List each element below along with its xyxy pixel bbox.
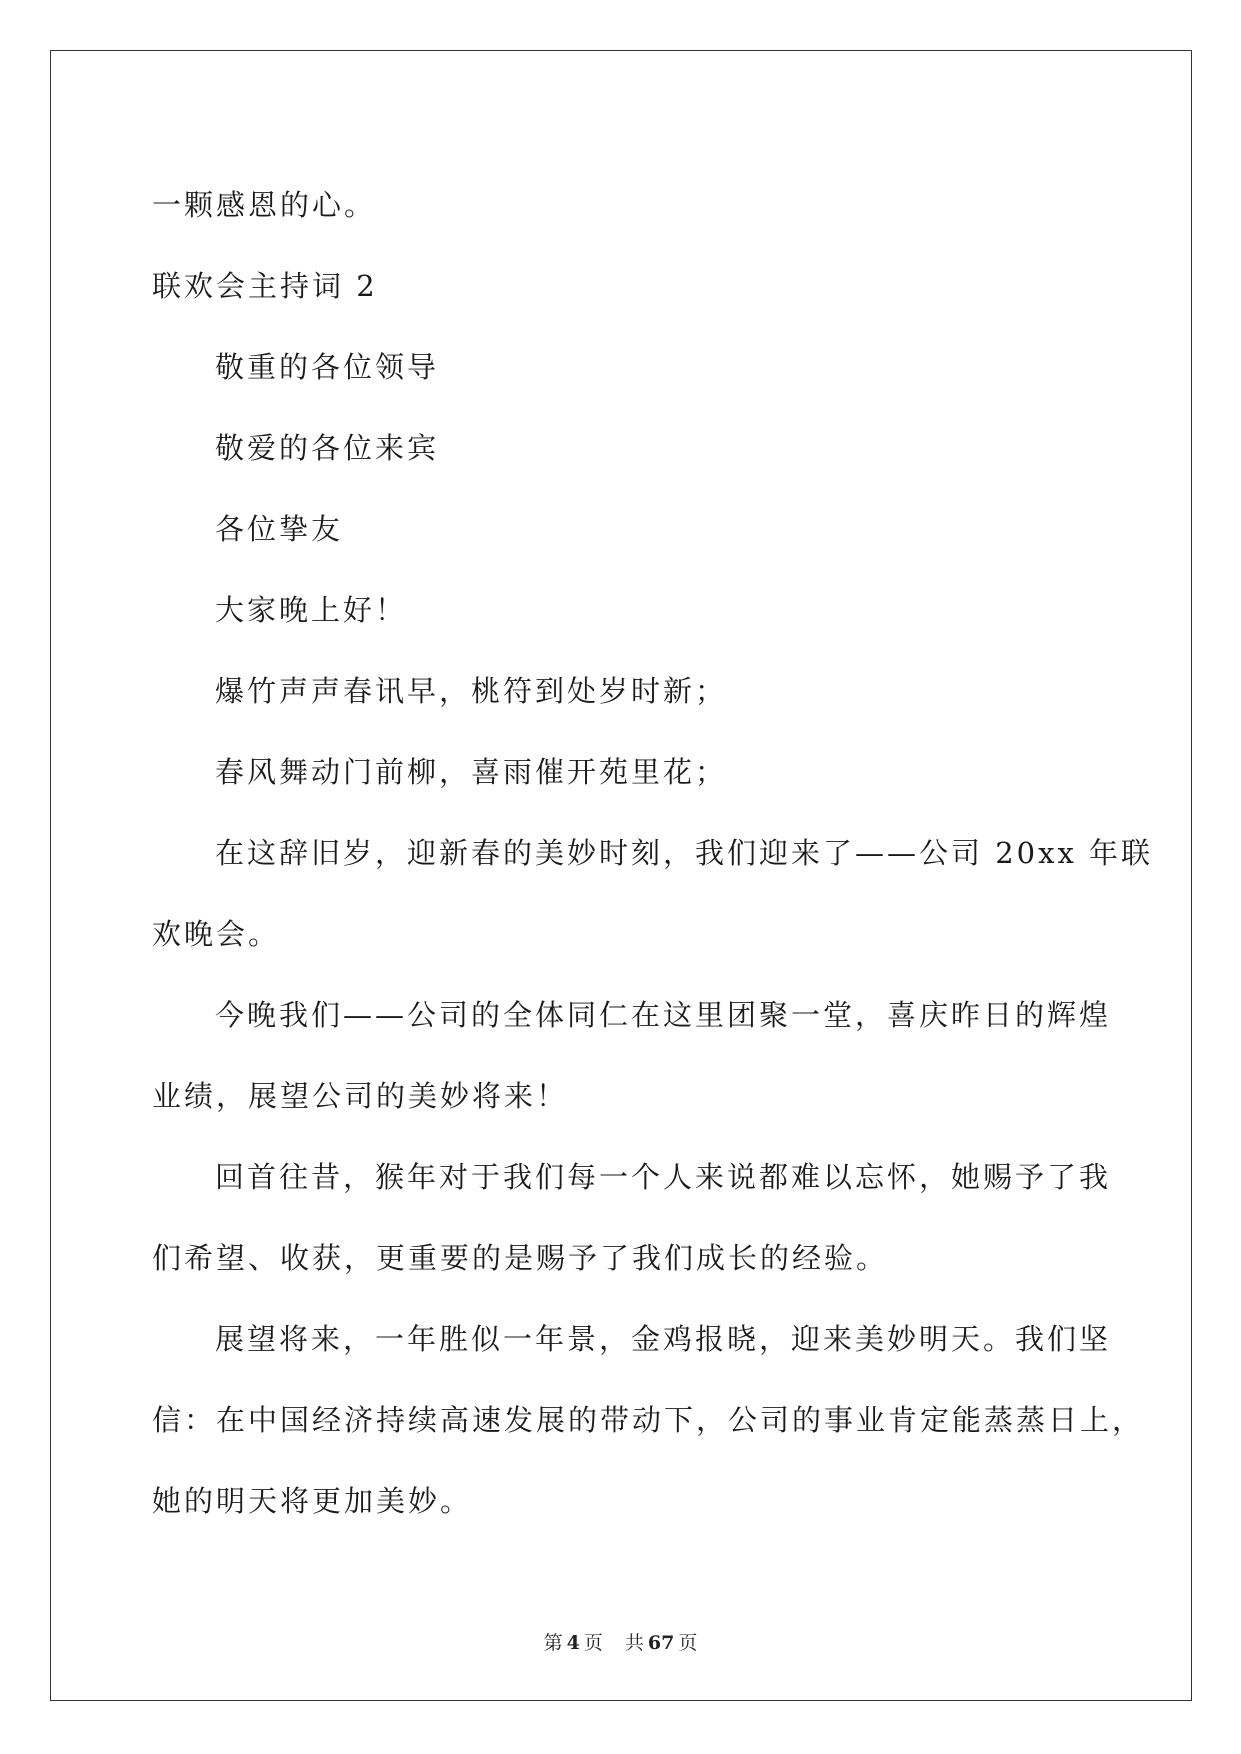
text-line: 回首往昔，猴年对于我们每一个人来说都难以忘怀，她赐予了我 [215, 1160, 1112, 1194]
text-line: 爆竹声声春讯早，桃符到处岁时新； [215, 674, 728, 708]
total-pages: 67 [647, 1632, 675, 1654]
document-body [152, 165, 1154, 1542]
page-footer [0, 1628, 1241, 1655]
text-line: 欢晚会。 [152, 917, 281, 951]
text-line: 展望将来，一年胜似一年景，金鸡报晓，迎来美妙明天。我们坚 [215, 1322, 1112, 1356]
text-line: 今晚我们——公司的全体同仁在这里团聚一堂，喜庆昨日的辉煌 [215, 998, 1112, 1032]
section-heading: 联欢会主持词 2 [152, 269, 378, 303]
text-line: 敬爱的各位来宾 [215, 431, 440, 465]
total-prefix: 共 [624, 1632, 644, 1654]
text-line: 们希望、收获，更重要的是赐予了我们成长的经验。 [152, 1241, 889, 1275]
text-line: 大家晚上好！ [215, 593, 408, 627]
page-number: 4 [566, 1632, 580, 1654]
text-line: 春风舞动门前柳，喜雨催开苑里花； [215, 755, 728, 789]
total-suffix: 页 [678, 1632, 698, 1654]
page-prefix: 第 [543, 1632, 563, 1654]
text-line: 在这辞旧岁，迎新春的美妙时刻，我们迎来了——公司 20xx 年联 [215, 836, 1154, 870]
text-line: 信：在中国经济持续高速发展的带动下，公司的事业肯定能蒸蒸日上， [152, 1403, 1145, 1437]
text-line: 敬重的各位领导 [215, 350, 440, 384]
text-line: 一颗感恩的心。 [152, 188, 377, 222]
text-line: 各位挚友 [215, 512, 344, 546]
text-line: 她的明天将更加美妙。 [152, 1484, 473, 1518]
text-line: 业绩，展望公司的美妙将来！ [152, 1079, 569, 1113]
page-suffix: 页 [583, 1632, 603, 1654]
